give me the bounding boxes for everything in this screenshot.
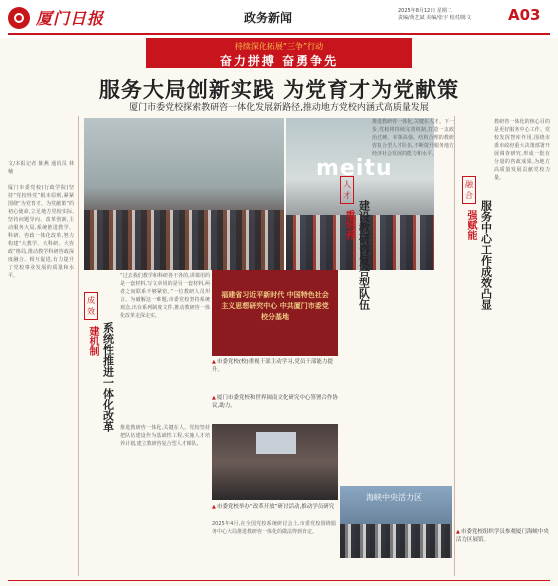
section-1-title: 建机制 <box>87 326 98 356</box>
section-2-tag: 人才 <box>340 176 354 204</box>
caption-2: ▲ 厦门市委党校和世界闽南文化研究中心签署合作协议,助力。 <box>212 394 338 410</box>
issue-editor: 责编/黄艺斌 美编/张宇 校对/陈文 <box>398 15 472 21</box>
photo-sign-text: meitu <box>316 156 393 181</box>
caption-1: ▲ 市委党校(校)重视干部主动学习,党员干部能力提升。 <box>212 358 338 374</box>
caption-3: ▲ 市委党校举办“改革开放”研讨活动,推动学员研究 <box>212 503 338 511</box>
column-divider-2 <box>454 116 455 576</box>
mid-column-1-text: “过去我们教学和科研各干各的,讲课用的是一套材料,写文章用的是另一套材料,两者之间联系不够紧密。”一位教研人员坦言。为破解这一难题,市委党校坚持系统观念,出台系列制度文件,推动教研咨一体化改革走深走实。 <box>120 273 210 319</box>
section-3-subtitle: 服务中心工作成效凸显 <box>479 200 493 310</box>
photo-central-vitality-district <box>340 486 452 558</box>
mid-column-2-text: 推进教研咨一体化,关键在人。党校坚持把队伍建设作为基础性工程,实施人才培养计划,建立教研咨复合型人才梯队。 <box>120 425 210 447</box>
photo-seminar <box>212 424 338 500</box>
section-3-tag: 融合 <box>462 176 476 204</box>
page-number: A03 <box>508 6 541 24</box>
section-2-subtitle: 建设教研咨复合型队伍 <box>357 200 371 310</box>
section-1-subtitle: 系统性推进一体化改革 <box>101 322 115 432</box>
banner-main-text: 奋力拼搏 奋勇争先 <box>219 54 339 68</box>
board-text: 福建省习近平新时代 中国特色社会主义思想研究中心 中共厦门市委党校分基地 <box>221 291 329 321</box>
newspaper-logo-icon <box>8 7 30 29</box>
photo-sign-vitality: 海峡中央活力区 <box>366 493 422 502</box>
article-headline: 服务大局创新实践 为党育才为党献策 <box>98 77 460 102</box>
left-column-text: 文/本报记者 陈燕 通讯员 林楠 厦门市委党校(行政学院)坚持“党校姓党”根本原则,紧紧围绕“为党育才、为党献策”的初心使命,立足地方党校实际,坚持问题导向、改革创新,主动服务大局,系统推进教学、科研、咨政一体化改革,努力构建“大教学、大科研、大咨政”格局,推动教学科研咨政深度融合、相互促进,有力提升了党校事业发展的质量和水平。 <box>8 161 74 279</box>
mid-column-3-text: 2025年4月,在全国党校系统研讨会上,市委党校围绕服务中心大局推进教研咨一体化的做法得到肯定。 <box>212 521 336 535</box>
caption-4: ▲ 市委党校组织学员参观厦门海峡中央活力区展馆。 <box>456 528 550 544</box>
campaign-banner <box>146 38 412 68</box>
issue-meta <box>398 8 471 22</box>
header-divider <box>8 33 550 35</box>
banner-top-text: 持续深化拓展“三争”行动 <box>234 42 324 51</box>
section-1-tag: 成效 <box>84 292 98 320</box>
section-3-title: 强赋能 <box>465 210 476 240</box>
photo-group-1 <box>84 118 284 270</box>
photo-research-base-board <box>212 270 338 356</box>
right-column-text: 教研咨一体化的核心目的是更好服务中心工作。党校发挥智库作用,围绕市委市政府重大决策部署开展调查研究,形成一批有分量的咨政成果,为地方高质量发展贡献党校力量。 <box>494 119 550 181</box>
article-subhead: 厦门市委党校探索教研咨一体化发展新路径,推动地方党校内涵式高质量发展 <box>129 103 429 113</box>
right-center-column-text: 推进教研咨一体化,关键在人才。下一步,党校将持续完善机制,打造一支政治过硬、本领高强、结构合理的教研咨复合型人才队伍,不断提升服务地方经济社会发展的能力和水平。 <box>372 119 454 157</box>
paper-name: 厦门日报 <box>36 9 105 28</box>
column-divider-1 <box>78 116 79 576</box>
issue-date: 2025年8月12日 星期二 <box>398 8 452 14</box>
section-2-title: 重培养 <box>343 210 354 240</box>
section-name: 政务新闻 <box>244 11 293 25</box>
footer-rule <box>8 580 550 581</box>
